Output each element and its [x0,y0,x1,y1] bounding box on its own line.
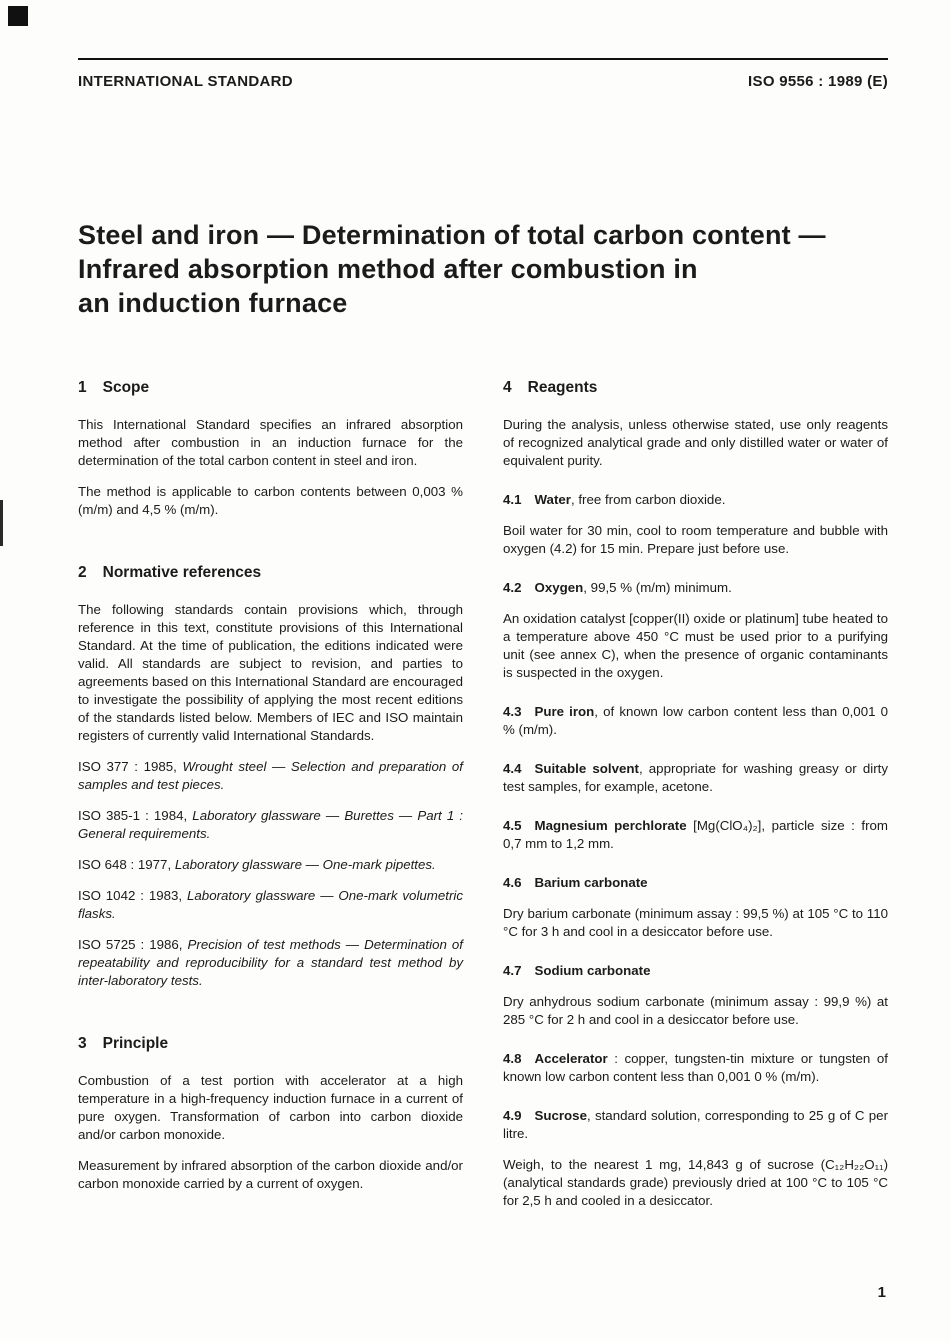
reagent-item-sucrose [503,1107,888,1210]
clause-number: 4.1 [503,492,522,507]
section-title: Principle [102,1035,169,1052]
reference-title: Laboratory glassware — Burettes — Part 1 : General requirements. [78,808,464,841]
reagent-item-sodium-carbonate [503,962,888,1029]
reagent-item-suitable-solvent [503,760,888,796]
reagent-runin [503,760,888,796]
section-number: 4 [503,379,512,396]
reagent-item-water [503,491,888,558]
clause-number: 4.2 [503,580,522,595]
section-heading-principle [78,1034,463,1054]
reagent-description: , 99,5 % (m/m) minimum. [583,580,732,595]
section-heading-normative-references [78,563,463,583]
section-number: 2 [78,564,87,581]
header-standard-label: INTERNATIONAL STANDARD [78,73,293,90]
reference-label: ISO 385-1 : 1984, [78,808,188,823]
reagent-description: , free from carbon dioxide. [570,492,726,507]
clause-number: 4.4 [503,761,522,776]
reagent-item-barium-carbonate [503,874,888,941]
normative-reference [78,758,463,794]
reference-label: ISO 648 : 1977, [78,857,172,872]
reagent-term: Oxygen [534,580,584,595]
clause-number: 4.9 [503,1108,522,1123]
paragraph: Dry anhydrous sodium carbonate (minimum assay : 99,9 %) at 285 °C for 2 h and cool in a desiccator before use. [503,994,888,1027]
title-line: Infrared absorption method after combustion in [78,254,698,284]
reference-title: Wrought steel — Selection and preparation of samples and test pieces. [78,759,463,792]
paragraph: The method is applicable to carbon contents between 0,003 % (m/m) and 4,5 % (m/m). [78,484,463,517]
normative-reference [78,887,463,923]
paragraph: Dry barium carbonate (minimum assay : 99,5 %) at 105 °C to 110 °C for 3 h and cool in a desiccator before use. [503,906,888,939]
paragraph: An oxidation catalyst [copper(II) oxide or platinum] tube heated to a temperature above 450 °C must be used prior to a purifying unit (see annex C), when the presence of organic contaminants is suspected in the oxygen. [503,611,888,680]
page-header [78,60,888,90]
reagent-description: : copper, tungsten-tin mixture or tungsten of known low carbon content less than 0,001 0 % (m/m). [503,1051,888,1084]
normative-reference [78,936,463,990]
section-title: Normative references [102,564,262,581]
reagent-runin [503,579,888,597]
reagent-term: Water [534,492,571,507]
section-heading-reagents [503,378,888,398]
section-number: 3 [78,1035,87,1052]
reagent-item-oxygen [503,579,888,682]
reagent-item-accelerator [503,1050,888,1086]
paragraph: This International Standard specifies an infrared absorption method after combustion in an induction furnace for the determination of the total carbon content in steel and iron. [78,417,463,468]
reagent-term: Sucrose [534,1108,587,1123]
paragraph: Measurement by infrared absorption of the carbon dioxide and/or carbon monoxide carried by a current of oxygen. [78,1158,463,1191]
reference-title: Laboratory glassware — One-mark volumetric flasks. [78,888,463,921]
normative-reference [78,856,463,874]
reagent-runin [503,703,888,739]
page-number: 1 [877,1284,886,1301]
reference-label: ISO 5725 : 1986, [78,937,183,952]
section-heading-scope [78,378,463,398]
reagent-description: , appropriate for washing greasy or dirty test samples, for example, acetone. [503,761,888,794]
reagent-item-pure-iron [503,703,888,739]
clause-number: 4.3 [503,704,522,719]
clause-number: 4.6 [503,875,522,890]
header-doc-number: ISO 9556 : 1989 (E) [748,73,888,90]
corner-registration-mark [8,6,28,26]
section-title: Reagents [527,379,598,396]
left-column [78,378,463,1210]
title-line: Steel and iron — Determination of total carbon content — [78,220,826,250]
title-line: an induction furnace [78,288,348,318]
paragraph: The following standards contain provisions which, through reference in this text, constitute provisions of this International Standard. At the time of publication, the editions indicated were valid. All standards are subject to revision, and parties to agreements based on this International Standard are encouraged to investigate the possibility of applying the most recent editions of the standards listed below. Members of IEC and ISO maintain registers of currently valid International Standards. [78,602,463,743]
reagent-runin [503,491,888,509]
section-title: Scope [102,379,150,396]
reagent-item-magnesium-perchlorate [503,817,888,853]
reagent-term: Sodium carbonate [534,963,651,978]
reagent-description: [Mg(ClO₄)₂], particle size : from 0,7 mm to 1,2 mm. [503,818,888,851]
reagent-runin [503,1107,888,1143]
reagent-term: Magnesium perchlorate [534,818,687,833]
reagent-term: Accelerator [534,1051,608,1066]
clause-number: 4.8 [503,1051,522,1066]
paragraph: Combustion of a test portion with accelerator at a high temperature in a high-frequency induction furnace in a current of pure oxygen. Transformation of carbon into carbon dioxide and/or carbon monoxide. [78,1073,463,1142]
clause-number: 4.7 [503,963,522,978]
document-title [78,218,888,320]
reagent-term: Pure iron [534,704,595,719]
reagent-subheading [503,962,888,980]
clause-number: 4.5 [503,818,522,833]
reagent-runin [503,817,888,853]
reagent-description: , of known low carbon content less than 0,001 0 % (m/m). [503,704,888,737]
reagent-term: Barium carbonate [534,875,648,890]
reference-label: ISO 377 : 1985, [78,759,177,774]
reagent-term: Suitable solvent [534,761,639,776]
right-column [503,378,888,1210]
reference-title: Precision of test methods — Determination of repeatability and reproducibility for a standard test method by inter-laboratory tests. [78,937,463,988]
section-number: 1 [78,379,87,396]
normative-reference [78,807,463,843]
reference-title: Laboratory glassware — One-mark pipettes. [174,857,436,872]
paragraph: Weigh, to the nearest 1 mg, 14,843 g of sucrose (C₁₂H₂₂O₁₁) (analytical standards grade) previously dried at 100 °C to 105 °C for 2,5 h and cooled in a desiccator. [503,1157,888,1208]
two-column-layout [78,378,888,1210]
reagent-runin [503,1050,888,1086]
reagent-description: , standard solution, corresponding to 25 g of C per litre. [503,1108,888,1141]
paragraph: Boil water for 30 min, cool to room temperature and bubble with oxygen (4.2) for 15 min. Prepare just before use. [503,523,888,556]
reference-label: ISO 1042 : 1983, [78,888,183,903]
paragraph: During the analysis, unless otherwise stated, use only reagents of recognized analytical grade and only distilled water or water of equivalent purity. [503,417,888,468]
reagent-subheading [503,874,888,892]
edge-scan-mark [0,500,3,546]
